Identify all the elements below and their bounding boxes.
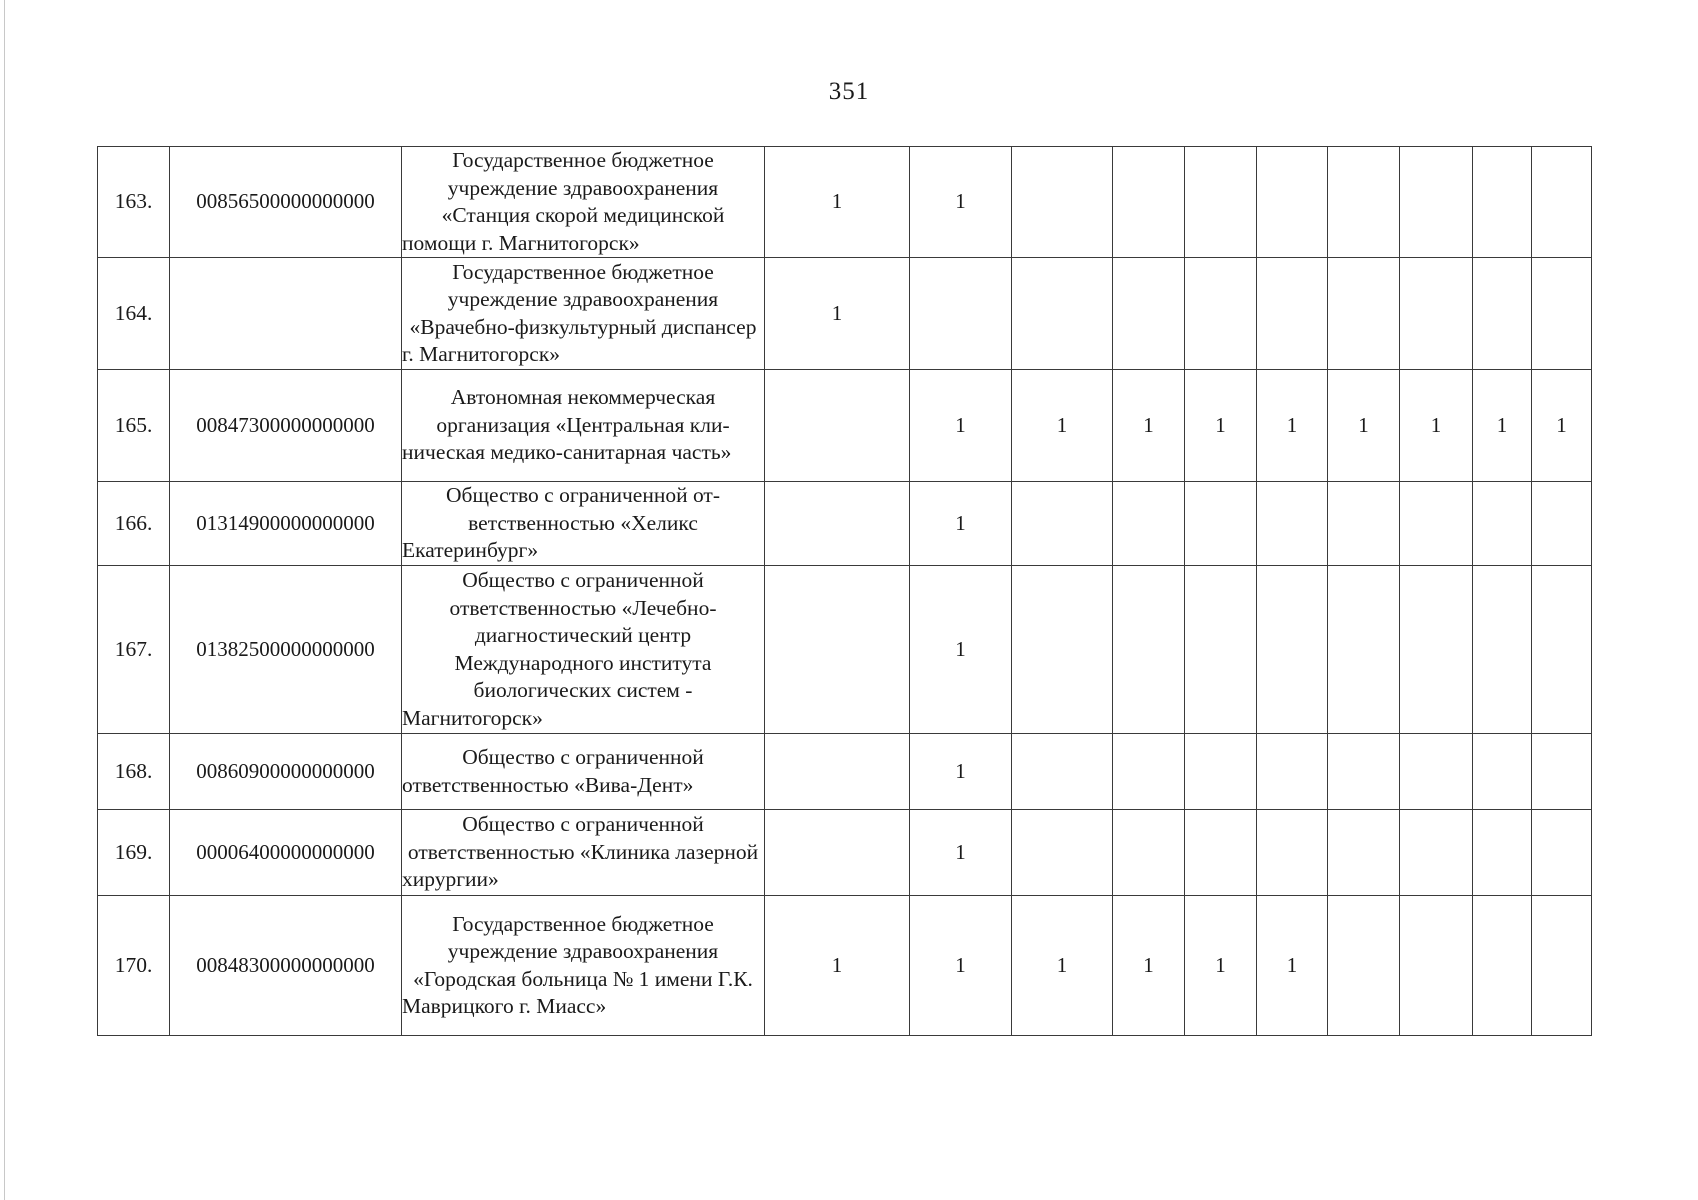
value-cell — [1328, 147, 1400, 258]
row-number: 169. — [98, 810, 170, 896]
row-number: 164. — [98, 258, 170, 370]
value-cell — [1400, 566, 1473, 734]
scan-edge-line — [4, 0, 5, 1200]
value-cell — [1473, 147, 1532, 258]
row-number: 168. — [98, 734, 170, 810]
organization-code — [170, 258, 402, 370]
value-cell — [1400, 896, 1473, 1036]
organization-code: 01382500000000000 — [170, 566, 402, 734]
value-cell: 1 — [1012, 896, 1113, 1036]
value-cell — [1400, 482, 1473, 566]
value-cell — [1532, 734, 1592, 810]
value-cell — [1185, 566, 1257, 734]
value-cell: 1 — [1473, 370, 1532, 482]
value-cell — [1185, 734, 1257, 810]
organization-name: Общество с ограниченной ответственностью «Лечебно-диагностический центр Международного института биологических систем - Магнитогорск» — [402, 566, 765, 734]
table-row — [98, 734, 1592, 810]
value-cell: 1 — [1257, 896, 1328, 1036]
registry-table — [97, 146, 1592, 1036]
organization-name: Автономная некоммерческая организация «Центральная клиническая медико-санитарная часть» — [402, 370, 765, 482]
value-cell: 1 — [910, 896, 1012, 1036]
table-row — [98, 896, 1592, 1036]
value-cell — [765, 566, 910, 734]
organization-name: Общество с ограниченной ответственностью «Вива-Дент» — [402, 734, 765, 810]
value-cell — [1328, 258, 1400, 370]
value-cell — [1113, 258, 1185, 370]
value-cell: 1 — [1012, 370, 1113, 482]
value-cell — [1473, 810, 1532, 896]
organization-name: Общество с ограниченной ответственностью «Хеликс Екатеринбург» — [402, 482, 765, 566]
table-row — [98, 370, 1592, 482]
value-cell — [1257, 482, 1328, 566]
value-cell: 1 — [1257, 370, 1328, 482]
value-cell: 1 — [910, 734, 1012, 810]
table-row — [98, 482, 1592, 566]
value-cell: 1 — [1400, 370, 1473, 482]
value-cell — [1113, 810, 1185, 896]
value-cell — [1532, 896, 1592, 1036]
value-cell: 1 — [765, 258, 910, 370]
row-number: 167. — [98, 566, 170, 734]
value-cell — [1012, 147, 1113, 258]
value-cell — [1532, 258, 1592, 370]
value-cell: 1 — [910, 566, 1012, 734]
value-cell — [1257, 258, 1328, 370]
page-number: 351 — [828, 78, 870, 105]
table-row — [98, 566, 1592, 734]
value-cell — [1473, 734, 1532, 810]
value-cell — [1400, 810, 1473, 896]
value-cell: 1 — [1185, 370, 1257, 482]
row-number: 165. — [98, 370, 170, 482]
value-cell — [1328, 482, 1400, 566]
value-cell — [1473, 482, 1532, 566]
value-cell: 1 — [1532, 370, 1592, 482]
value-cell — [1257, 566, 1328, 734]
value-cell: 1 — [1328, 370, 1400, 482]
value-cell — [1113, 482, 1185, 566]
value-cell: 1 — [765, 896, 910, 1036]
value-cell: 1 — [1113, 896, 1185, 1036]
value-cell — [1328, 566, 1400, 734]
value-cell — [1473, 566, 1532, 734]
value-cell: 1 — [910, 147, 1012, 258]
value-cell — [1257, 810, 1328, 896]
value-cell — [1532, 482, 1592, 566]
table-row — [98, 258, 1592, 370]
value-cell — [1400, 258, 1473, 370]
value-cell — [1012, 482, 1113, 566]
organization-code: 00848300000000000 — [170, 896, 402, 1036]
value-cell: 1 — [910, 482, 1012, 566]
organization-name: Государственное бюджетное учреждение здравоохранения «Врачебно-физкультурный диспансер г. Магнитогорск» — [402, 258, 765, 370]
value-cell — [1532, 147, 1592, 258]
organization-name: Государственное бюджетное учреждение здравоохранения «Городская больница № 1 имени Г.К. Маврицкого г. Миасс» — [402, 896, 765, 1036]
value-cell — [1257, 734, 1328, 810]
table-row — [98, 810, 1592, 896]
value-cell — [1113, 734, 1185, 810]
value-cell: 1 — [765, 147, 910, 258]
value-cell — [1532, 566, 1592, 734]
value-cell: 1 — [910, 370, 1012, 482]
value-cell — [910, 258, 1012, 370]
value-cell — [1328, 734, 1400, 810]
value-cell — [1328, 896, 1400, 1036]
row-number: 163. — [98, 147, 170, 258]
organization-name: Государственное бюджетное учреждение здравоохранения «Станция скорой медицинской помощи г. Магнитогорск» — [402, 147, 765, 258]
organization-code: 00856500000000000 — [170, 147, 402, 258]
value-cell: 1 — [1113, 370, 1185, 482]
organization-code: 01314900000000000 — [170, 482, 402, 566]
row-number: 170. — [98, 896, 170, 1036]
value-cell — [1473, 896, 1532, 1036]
value-cell — [1185, 147, 1257, 258]
value-cell — [1473, 258, 1532, 370]
value-cell — [765, 810, 910, 896]
row-number: 166. — [98, 482, 170, 566]
registry-table-body — [98, 147, 1592, 1036]
value-cell — [1012, 566, 1113, 734]
value-cell — [1113, 566, 1185, 734]
organization-code: 00847300000000000 — [170, 370, 402, 482]
organization-name: Общество с ограниченной ответственностью «Клиника лазерной хирургии» — [402, 810, 765, 896]
value-cell — [765, 734, 910, 810]
value-cell — [1185, 258, 1257, 370]
value-cell — [1328, 810, 1400, 896]
value-cell — [1257, 147, 1328, 258]
value-cell: 1 — [910, 810, 1012, 896]
value-cell — [1012, 810, 1113, 896]
value-cell — [765, 370, 910, 482]
value-cell — [1113, 147, 1185, 258]
value-cell — [1012, 734, 1113, 810]
organization-code: 00006400000000000 — [170, 810, 402, 896]
value-cell — [1012, 258, 1113, 370]
value-cell — [1400, 147, 1473, 258]
value-cell — [1532, 810, 1592, 896]
value-cell — [1185, 810, 1257, 896]
table-row — [98, 147, 1592, 258]
organization-code: 00860900000000000 — [170, 734, 402, 810]
value-cell: 1 — [1185, 896, 1257, 1036]
value-cell — [1400, 734, 1473, 810]
value-cell — [1185, 482, 1257, 566]
value-cell — [765, 482, 910, 566]
